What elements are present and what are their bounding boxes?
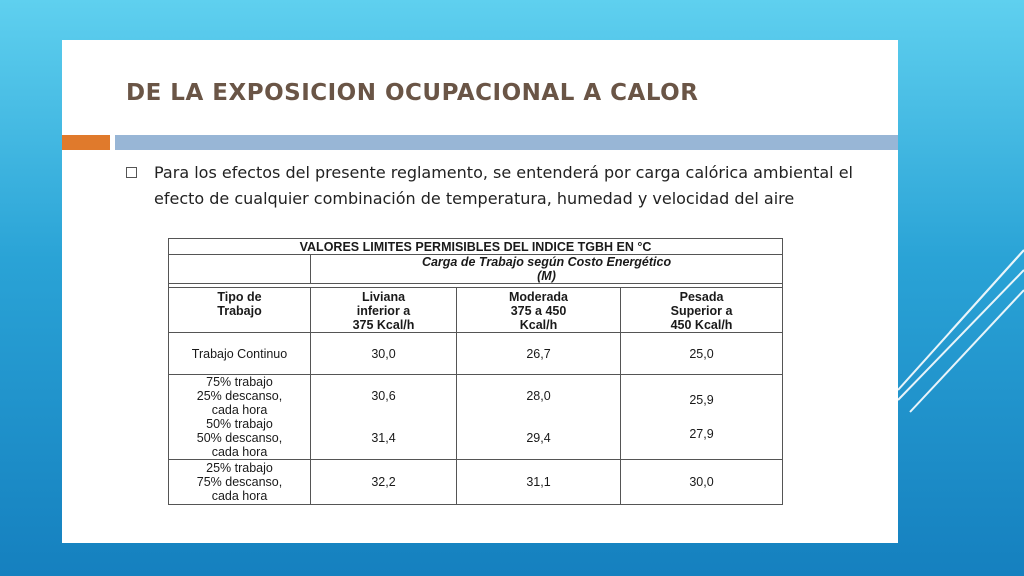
cell-liviana (311, 375, 457, 460)
cell-tipo: Trabajo Continuo (169, 333, 311, 375)
cell-value: 29,4 (526, 431, 551, 445)
header-moderada-line: Moderada (508, 290, 569, 304)
cell-tipo-line: 50% trabajo (206, 417, 273, 431)
cell-value: 31,4 (371, 431, 396, 445)
tgbh-limits-table (168, 238, 783, 505)
header-pesada-line: Pesada (679, 290, 724, 304)
carga-header (311, 255, 783, 284)
cell-moderada (457, 375, 621, 460)
cell-tipo-line: cada hora (211, 445, 268, 459)
table-row (169, 333, 783, 375)
carga-line-2: (M) (537, 269, 556, 283)
cell-tipo-line: cada hora (211, 403, 268, 417)
cell-tipo-line: 75% trabajo (206, 375, 273, 389)
cell-moderada: 26,7 (457, 333, 621, 375)
cell-tipo-line: 50% descanso, (196, 431, 283, 445)
header-moderada-line: Kcal/h (519, 318, 558, 332)
table-row (169, 375, 783, 460)
cell-tipo-line: cada hora (211, 489, 268, 503)
cell-tipo (169, 460, 311, 505)
header-pesada-line: Superior a (670, 304, 733, 318)
header-tipo-line: Trabajo (217, 304, 262, 318)
bullet-text: Para los efectos del presente reglamento, se entenderá por carga calórica ambiental el efecto de cualquier combinación de temperatura, humedad y velocidad del aire (154, 163, 853, 208)
cell-tipo (169, 375, 311, 460)
header-moderada (457, 288, 621, 333)
cell-pesada (621, 375, 783, 460)
cell-value: 27,9 (689, 427, 714, 441)
slide-title: DE LA EXPOSICION OCUPACIONAL A CALOR (126, 80, 699, 106)
title-rule (115, 135, 898, 150)
header-pesada (621, 288, 783, 333)
header-moderada-line: 375 a 450 (510, 304, 567, 318)
header-tipo-line: Tipo de (217, 290, 262, 304)
header-liviana-line: inferior a (356, 304, 411, 318)
table-row (169, 460, 783, 505)
cell-value: 28,0 (526, 389, 551, 403)
slide (62, 40, 898, 543)
cell-liviana: 32,2 (311, 460, 457, 505)
square-bullet-icon (126, 167, 137, 178)
cell-value: 25,9 (689, 393, 714, 407)
carga-line-1: Carga de Trabajo según Costo Energético (421, 255, 672, 269)
table-blank-cell (169, 255, 311, 284)
cell-tipo-line: 75% descanso, (196, 475, 283, 489)
table-caption: VALORES LIMITES PERMISIBLES DEL INDICE TGBH EN °C (169, 239, 783, 255)
cell-moderada: 31,1 (457, 460, 621, 505)
cell-value: 30,6 (371, 389, 396, 403)
header-tipo (169, 288, 311, 333)
cell-pesada: 30,0 (621, 460, 783, 505)
cell-liviana: 30,0 (311, 333, 457, 375)
cell-tipo-line: 25% descanso, (196, 389, 283, 403)
header-liviana-line: 375 Kcal/h (352, 318, 415, 332)
header-liviana (311, 288, 457, 333)
cell-pesada: 25,0 (621, 333, 783, 375)
cell-tipo-line: 25% trabajo (206, 461, 273, 475)
header-pesada-line: 450 Kcal/h (670, 318, 733, 332)
header-liviana-line: Liviana (361, 290, 406, 304)
title-rule-accent (62, 135, 110, 150)
